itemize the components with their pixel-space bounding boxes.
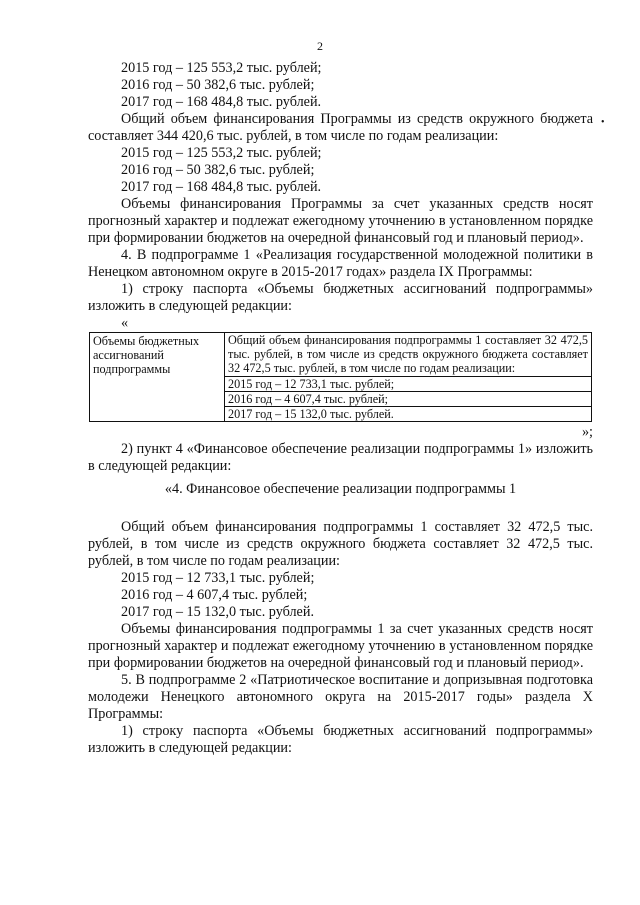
item-5-subitem-1: 1) строку паспорта «Объемы бюджетных ассигнований подпрограммы» изложить в следующей редакции:: [88, 723, 593, 757]
year-line: 2017 год – 168 484,8 тыс. рублей.: [121, 179, 322, 195]
year-line: 2016 год – 50 382,6 тыс. рублей;: [121, 162, 315, 178]
passport-row: [90, 333, 592, 422]
page-number: 2: [317, 39, 323, 53]
item-4-intro: 4. В подпрограмме 1 «Реализация государственной молодежной политики в Ненецком автономном округе в 2015-2017 годах» раздела IX Программы:: [88, 247, 593, 280]
year-line: 2016 год – 50 382,6 тыс. рублей;: [121, 77, 315, 93]
document-body: [88, 60, 593, 757]
opening-quote: «: [121, 315, 129, 331]
passport-year: 2017 год – 15 132,0 тыс. рублей.: [225, 406, 591, 421]
year-line: 2016 год – 4 607,4 тыс. рублей;: [121, 587, 308, 604]
spacer: [88, 498, 593, 515]
year-line: 2015 год – 125 553,2 тыс. рублей;: [121, 145, 322, 161]
section-heading: «4. Финансовое обеспечение реализации подпрограммы 1: [164, 481, 517, 498]
subprogram-forecast-paragraph: Объемы финансирования подпрограммы 1 за счет указанных средств носят прогнозный характер и подлежат ежегодному уточнению в установленном порядке при формировании бюджетов на очередной финансовый год и плановый период».: [88, 621, 593, 672]
item-4-subitem-1: 1) строку паспорта «Объемы бюджетных ассигнований подпрограммы» изложить в следующей редакции:: [88, 281, 593, 314]
year-line: 2015 год – 12 733,1 тыс. рублей;: [121, 570, 315, 587]
passport-text: Общий объем финансирования подпрограммы 1 составляет 32 472,5 тыс. рублей, в том числе из средств окружного бюджета составляет 32 472,5 тыс. рублей, в том числе по годам реализации:: [228, 333, 588, 376]
district-total-paragraph: Общий объем финансирования Программы из средств окружного бюджета составляет 344 420,6 тыс. рублей, в том числе по годам реализации:: [88, 111, 593, 144]
year-line: 2017 год – 15 132,0 тыс. рублей.: [121, 604, 314, 621]
margin-mark: •: [601, 117, 605, 128]
passport-value: [225, 333, 592, 422]
forecast-paragraph: Объемы финансирования Программы за счет указанных средств носят прогнозный характер и подлежат ежегодному уточнению в установленном порядке при формировании бюджетов на очередной финансовый год и плановый период».: [88, 196, 593, 246]
year-line: 2015 год – 125 553,2 тыс. рублей;: [121, 60, 322, 76]
closing-quote: »;: [581, 424, 593, 441]
passport-label: Объемы бюджетных ассигнований подпрограммы: [90, 333, 225, 422]
subprogram-total-paragraph: Общий объем финансирования подпрограммы 1 составляет 32 472,5 тыс. рублей, в том числе из средств окружного бюджета составляет 32 472,5 тыс. рублей, в том числе по годам реализации:: [88, 519, 593, 570]
passport-year: 2015 год – 12 733,1 тыс. рублей;: [225, 376, 591, 391]
passport-year: 2016 год – 4 607,4 тыс. рублей;: [225, 391, 591, 406]
passport-table: [89, 332, 592, 422]
year-line: 2017 год – 168 484,8 тыс. рублей.: [121, 94, 322, 110]
item-5-intro: 5. В подпрограмме 2 «Патриотическое воспитание и допризывная подготовка молодежи Ненецкого автономного округа на 2015-2017 годы» раздела X Программы:: [88, 672, 593, 723]
item-4-subitem-2: 2) пункт 4 «Финансовое обеспечение реализации подпрограммы 1» изложить в следующей редакции:: [88, 441, 593, 475]
